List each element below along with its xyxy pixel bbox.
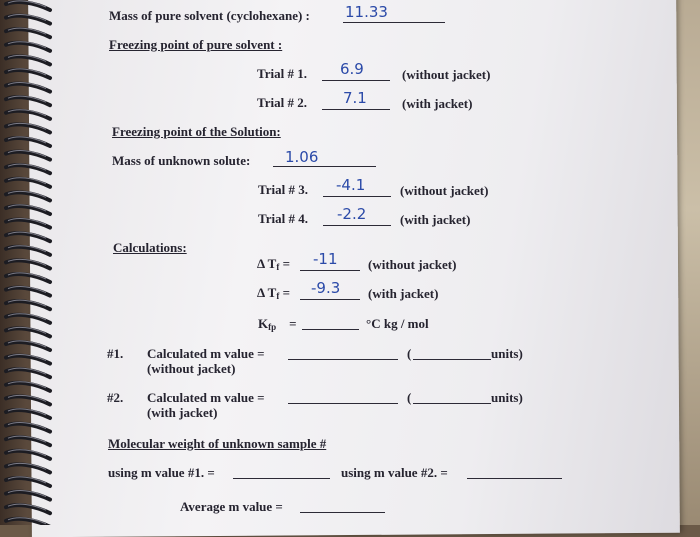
m2-number: #2.: [107, 390, 124, 405]
m1-value-line: [288, 359, 398, 360]
m2-paren: (: [407, 390, 412, 405]
delta-tf-1-label: Δ $T_f$ =: [257, 256, 291, 272]
trial1-value: 6.9: [340, 60, 364, 78]
avg-line: [300, 512, 385, 513]
solvent-mass-line: [343, 22, 445, 23]
trial3-line: [323, 196, 391, 197]
trial4-label: Trial # 4.: [258, 211, 308, 226]
delta-tf-1-line: [300, 270, 360, 271]
solvent-mass-label: Mass of pure solvent (cyclohexane) :: [109, 8, 310, 23]
mw-m2-line: [467, 478, 562, 479]
trial3-value: -4.1: [336, 176, 366, 194]
m2-units: units): [491, 390, 523, 405]
trial4-value: -2.2: [337, 205, 367, 223]
mw-m2-label: using m value #2. =: [341, 465, 448, 480]
m2-value-line: [288, 403, 398, 404]
m1-number: #1.: [107, 346, 124, 361]
mw-m1-label: using m value #1. =: [108, 465, 215, 480]
spiral-coil: [6, 519, 50, 525]
solute-mass-line: [273, 166, 376, 167]
m2-label: Calculated m value =: [147, 390, 265, 405]
m1-sublabel: (without jacket): [147, 361, 236, 376]
m1-paren: (: [407, 346, 412, 361]
solute-mass-value: 1.06: [285, 148, 319, 166]
trial3-note: (without jacket): [400, 183, 489, 198]
delta-tf-2-value: -9.3: [311, 279, 341, 297]
trial1-label: Trial # 1.: [257, 66, 307, 81]
trial4-note: (with jacket): [400, 212, 471, 227]
spiral-binding: [0, 0, 60, 525]
trial2-note: (with jacket): [402, 96, 473, 111]
delta-tf-1-value: -11: [313, 250, 338, 268]
fp-solution-heading: Freezing point of the Solution:: [112, 124, 281, 139]
kfp-label: $K_{fp}$ =: [258, 316, 297, 332]
trial2-line: [322, 109, 390, 110]
delta-tf-2-label: Δ $T_f$ =: [257, 285, 291, 301]
mw-heading: Molecular weight of unknown sample #: [108, 436, 327, 451]
trial2-label: Trial # 2.: [257, 95, 307, 110]
kfp-line: [302, 329, 359, 330]
m2-units-line: [413, 403, 491, 404]
m2-sublabel: (with jacket): [147, 405, 218, 420]
solvent-mass-value: 11.33: [345, 3, 388, 21]
solute-mass-label: Mass of unknown solute:: [112, 153, 251, 168]
fp-pure-heading: Freezing point of pure solvent :: [109, 37, 283, 52]
mw-m1-line: [233, 478, 330, 479]
m1-label: Calculated m value =: [147, 346, 265, 361]
trial1-note: (without jacket): [402, 67, 491, 82]
kfp-unit: °C kg / mol: [366, 316, 429, 331]
delta-tf-2-note: (with jacket): [368, 286, 439, 301]
delta-tf-1-note: (without jacket): [368, 257, 457, 272]
m1-units-line: [413, 359, 491, 360]
delta-tf-2-line: [300, 299, 360, 300]
avg-label: Average m value =: [180, 499, 283, 514]
trial2-value: 7.1: [343, 89, 367, 107]
trial1-line: [322, 80, 390, 81]
m1-units: units): [491, 346, 523, 361]
trial3-label: Trial # 3.: [258, 182, 308, 197]
calculations-heading: Calculations:: [113, 240, 187, 255]
trial4-line: [323, 225, 391, 226]
